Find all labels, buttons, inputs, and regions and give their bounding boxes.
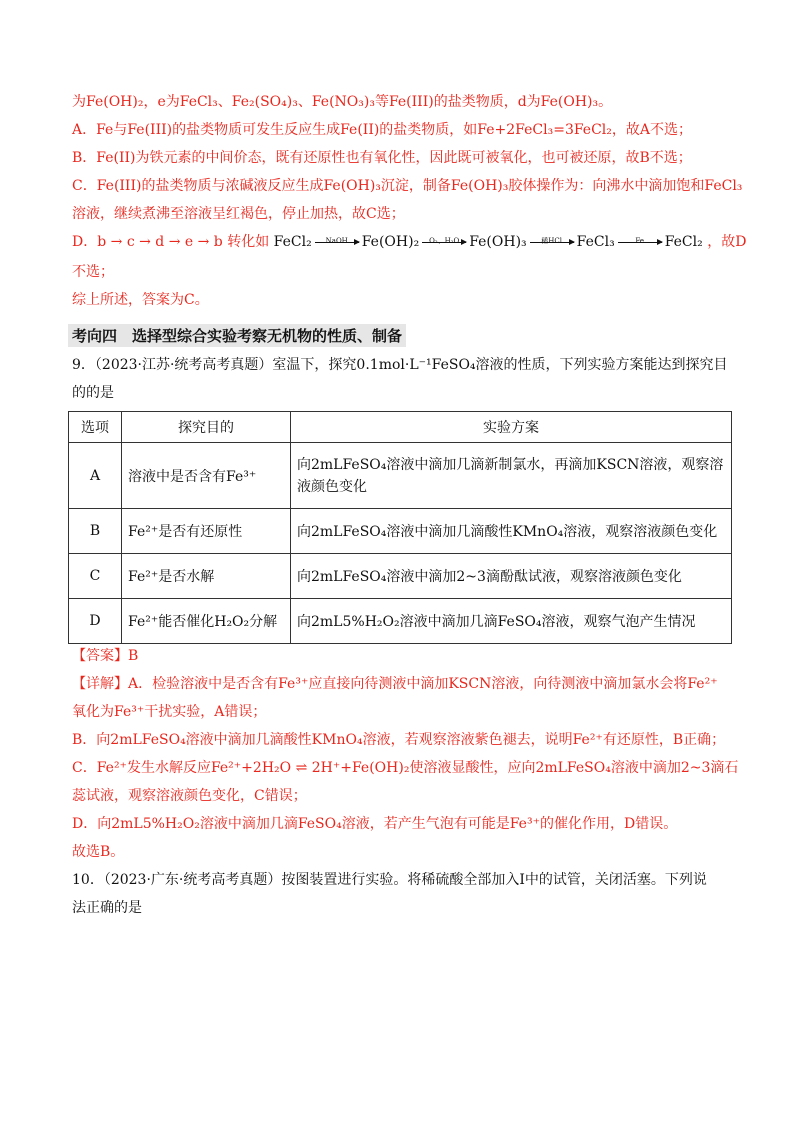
chain-species-5: FeCl₂ (664, 234, 703, 250)
chain-species-4: FeCl₃ (576, 234, 615, 250)
chain-arrow-4 (618, 236, 662, 245)
chain-species-3: Fe(OH)₃ (469, 234, 527, 250)
chain-arrow-1 (315, 236, 359, 245)
document-page (72, 92, 747, 926)
detail-tag: 【详解】 (72, 676, 128, 692)
explanation-option-a: A．Fe与Fe(III)的盐类物质可发生反应生成Fe(II)的盐类物质，如Fe+2FeCl₃=3FeCl₂，故A不选； (72, 122, 692, 138)
chain-reagent-3: 稀HCl (541, 236, 562, 245)
explanation-option-c-2: 溶液，继续煮沸至溶液呈红褐色，停止加热，故C选； (72, 206, 405, 222)
row-purpose: 溶液中是否含有Fe³⁺ (122, 443, 291, 509)
chain-arrow-3 (530, 236, 574, 245)
explanation-option-b: B．Fe(II)为铁元素的中间价态，既有还原性也有氧化性，因此既可被氧化，也可被还原，故B不选； (72, 150, 692, 166)
question-9-answer: 【答案】B (72, 648, 139, 664)
row-option: B (69, 509, 122, 554)
table-row (69, 509, 732, 554)
table-header-purpose: 探究目的 (122, 412, 291, 443)
row-purpose: Fe²⁺是否有还原性 (122, 509, 291, 554)
chain-species-1: FeCl₂ (273, 234, 312, 250)
detail-line-6: D．向2mL5%H₂O₂溶液中滴加几滴FeSO₄溶液，若产生气泡有可能是Fe³⁺的催化作用，D错误。 (72, 816, 678, 832)
question-9-stem-2: 的的是 (72, 385, 114, 401)
question-9-stem-1: 9．（2023·江苏·统考高考真题）室温下，探究0.1mol·L⁻¹FeSO₄溶液的性质，下列实验方案能达到探究目 (72, 357, 728, 373)
row-option: C (69, 554, 122, 599)
option-d-suffix: ，故D (707, 234, 747, 250)
row-plan: 向2mLFeSO₄溶液中滴加几滴新制氯水，再滴加KSCN溶液，观察溶液颜色变化 (291, 443, 732, 509)
conversion-chain (274, 234, 708, 250)
explanation-option-d (72, 232, 747, 252)
detail-text-1: A．检验溶液中是否含有Fe³⁺应直接向待测液中滴加KSCN溶液，向待测液中滴加氯水会将Fe²⁺ (128, 676, 718, 692)
chain-reagent-1: NaOH (325, 236, 348, 245)
detail-line-7: 故选B。 (72, 844, 125, 860)
table-header-plan: 实验方案 (291, 412, 732, 443)
section-heading: 考向四 选择型综合实验考察无机物的性质、制备 (68, 324, 406, 347)
option-d-prefix: D．b → c → d → e → b 转化如 (72, 234, 270, 250)
table-header-row (69, 412, 732, 443)
table-row (69, 554, 732, 599)
detail-line-3: B．向2mLFeSO₄溶液中滴加几滴酸性KMnO₄溶液，若观察溶液紫色褪去，说明Fe²⁺有还原性，B正确； (72, 732, 726, 748)
detail-line-2: 氧化为Fe³⁺干扰实验，A错误； (72, 704, 267, 720)
detail-line-4: C．Fe²⁺发生水解反应Fe²⁺+2H₂O ⇌ 2H⁺+Fe(OH)₂使溶液显酸性，应向2mLFeSO₄溶液中滴加2~3滴石 (72, 760, 739, 776)
question-9-table (68, 411, 732, 644)
row-plan: 向2mLFeSO₄溶液中滴加几滴酸性KMnO₄溶液，观察溶液颜色变化 (291, 509, 732, 554)
explanation-option-c-1: C．Fe(III)的盐类物质与浓碱液反应生成Fe(OH)₃沉淀，制备Fe(OH)₃胶体操作为：向沸水中滴加饱和FeCl₃ (72, 178, 743, 194)
detail-line-5: 蕊试液，观察溶液颜色变化，C错误； (72, 788, 307, 804)
explanation-option-d-2: 不选； (72, 264, 114, 280)
chain-arrow-2 (422, 236, 466, 245)
question-10-stem-1: 10．（2023·广东·统考高考真题）按图装置进行实验。将稀硫酸全部加入Ⅰ中的试管，关闭活塞。下列说 (72, 872, 707, 888)
row-plan: 向2mL5%H₂O₂溶液中滴加几滴FeSO₄溶液，观察气泡产生情况 (291, 599, 732, 644)
explanation-line-1: 为Fe(OH)₂，e为FeCl₃、Fe₂(SO₄)₃、Fe(NO₃)₃等Fe(III)的盐类物质，d为Fe(OH)₃。 (72, 94, 613, 110)
row-purpose: Fe²⁺是否水解 (122, 554, 291, 599)
question-10-stem-2: 法正确的是 (72, 900, 142, 916)
detail-line-1 (72, 674, 740, 694)
row-option: D (69, 599, 122, 644)
row-purpose: Fe²⁺能否催化H₂O₂分解 (122, 599, 291, 644)
row-option: A (69, 443, 122, 509)
chain-reagent-4: Fe (635, 236, 645, 245)
table-header-option: 选项 (69, 412, 122, 443)
row-plan: 向2mLFeSO₄溶液中滴加2~3滴酚酞试液，观察溶液颜色变化 (291, 554, 732, 599)
explanation-summary: 综上所述，答案为C。 (72, 292, 209, 308)
table-row (69, 443, 732, 509)
chain-species-2: Fe(OH)₂ (361, 234, 420, 250)
chain-reagent-2: O₂、H₂O (429, 236, 460, 245)
table-row (69, 599, 732, 644)
